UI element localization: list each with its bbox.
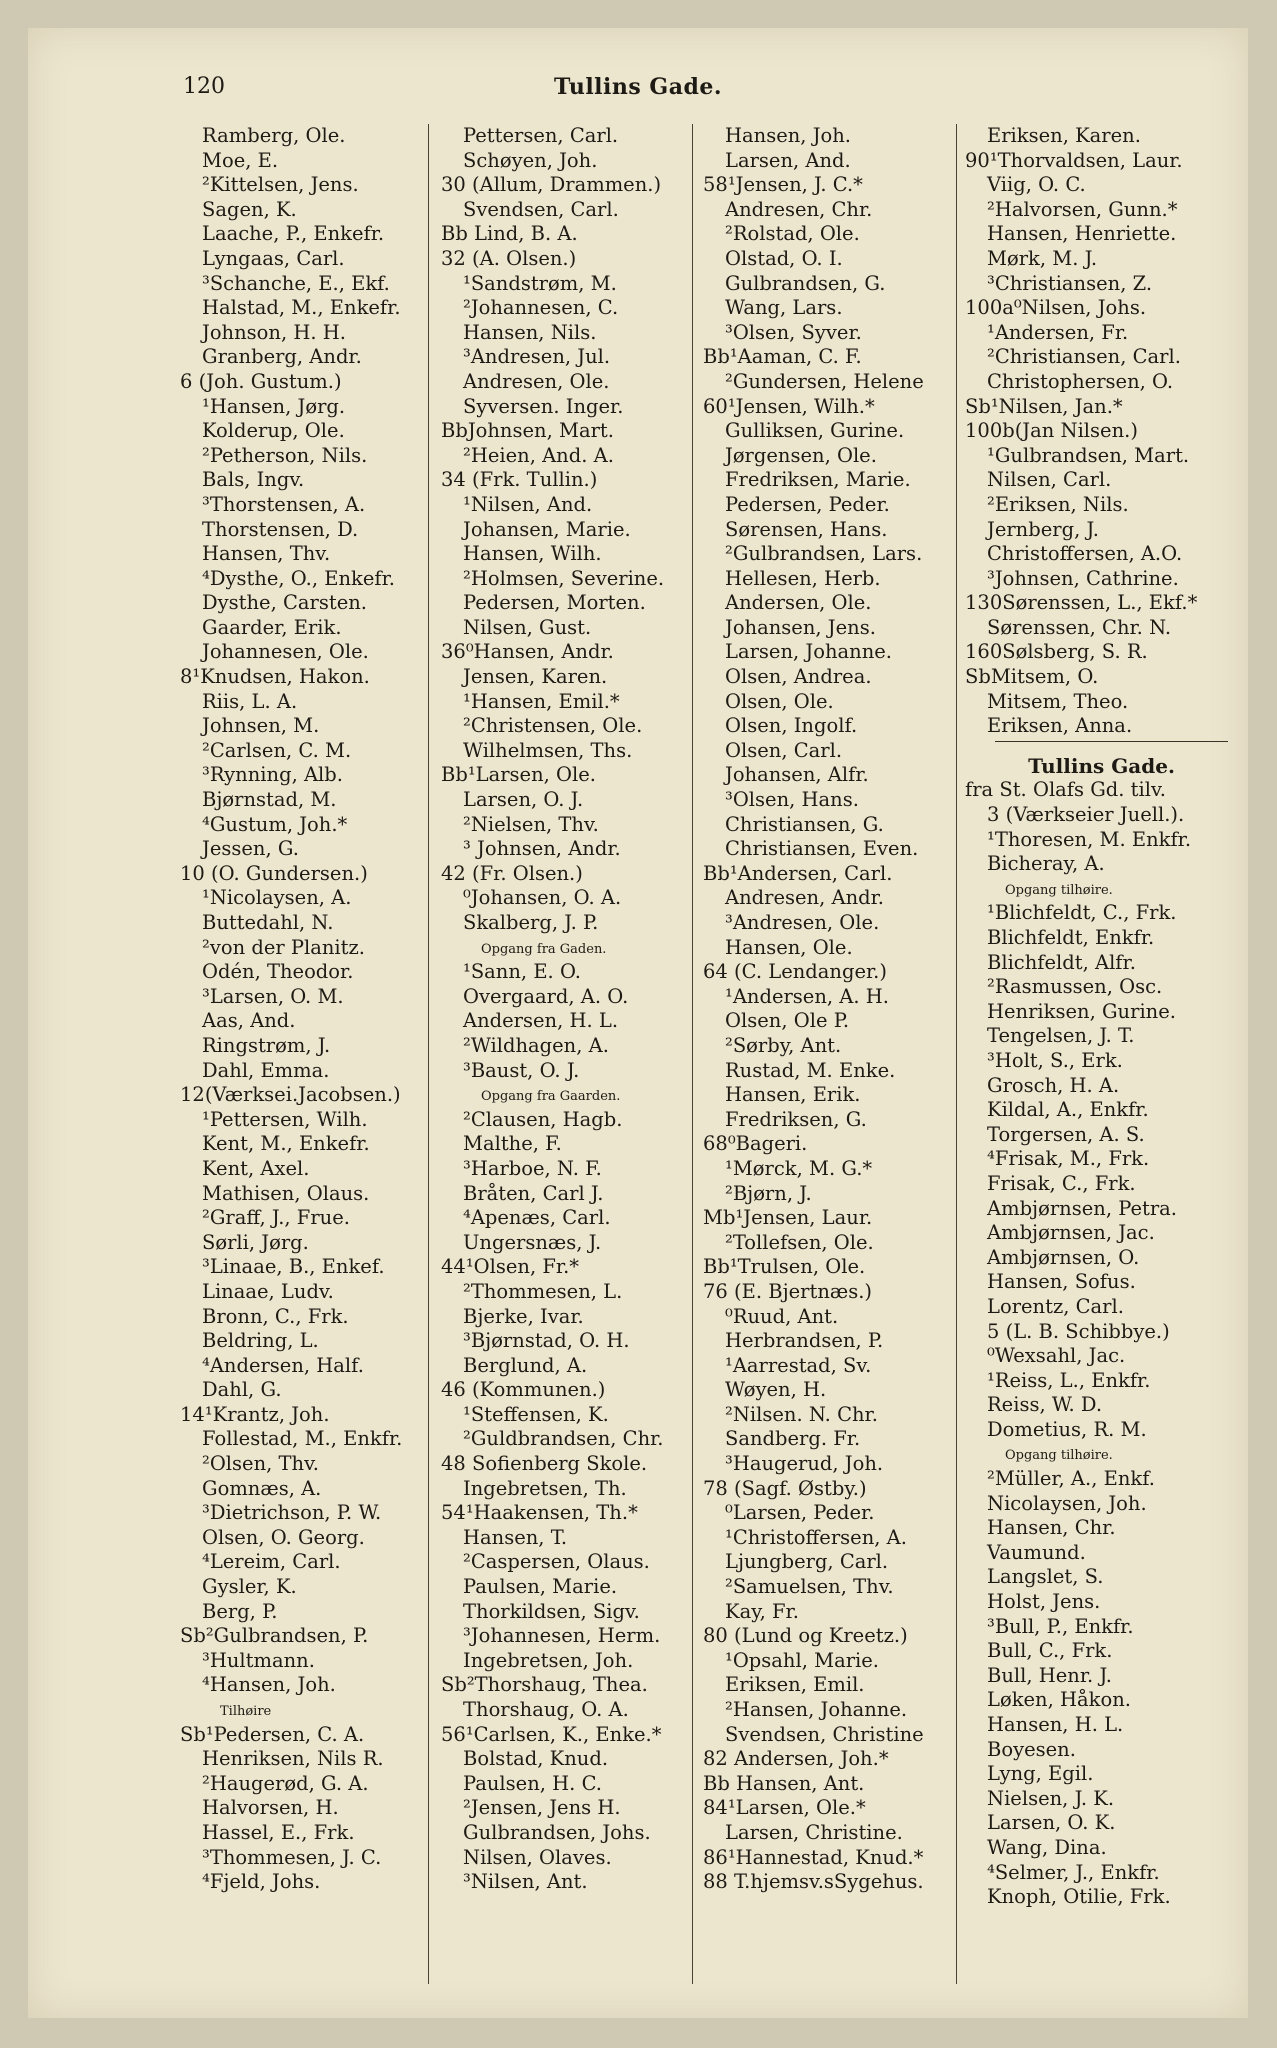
directory-entry: ⁰Johansen, O. A. (463, 886, 622, 910)
directory-entry: Thorstensen, D. (202, 517, 359, 541)
directory-entry: ³Andresen, Jul. (463, 345, 611, 369)
directory-entry: 36⁰Hansen, Andr. (441, 640, 614, 664)
directory-entry: Ljungberg, Carl. (725, 1550, 889, 1574)
directory-entry: Tengelsen, J. T. (987, 1024, 1135, 1048)
directory-entry: 44¹Olsen, Fr.* (441, 1255, 580, 1279)
directory-entry: ¹Nicolaysen, A. (202, 886, 352, 910)
directory-entry: 86¹Hannestad, Knud.* (703, 1845, 924, 1869)
directory-entry: Gomnæs, A. (202, 1476, 322, 1500)
directory-entry: Sagen, K. (202, 197, 297, 221)
directory-entry: ²Haugerød, G. A. (202, 1771, 369, 1795)
directory-entry: ¹Nilsen, And. (463, 492, 593, 516)
directory-entry: ²Caspersen, Olaus. (463, 1550, 650, 1574)
directory-entry: 12(Værksei.Jacobsen.) (180, 1083, 401, 1107)
directory-entry: Ingebretsen, Th. (463, 1476, 627, 1500)
directory-entry: Langslet, S. (987, 1565, 1104, 1589)
directory-entry: 60¹Jensen, Wilh.* (703, 394, 875, 418)
directory-entry: 64 (C. Lendanger.) (703, 960, 887, 984)
directory-entry: ²von der Planitz. (202, 935, 365, 959)
entrance-note: Opgang tilhøire. (1005, 1448, 1113, 1464)
directory-entry: Larsen, O. K. (987, 1811, 1116, 1835)
directory-entry: ²Halvorsen, Gunn.* (987, 197, 1178, 221)
directory-entry: 54¹Haakensen, Th.* (441, 1501, 638, 1525)
directory-entry: Herbrandsen, P. (725, 1329, 884, 1353)
directory-entry: Johansen, Marie. (463, 517, 631, 541)
directory-entry: Henriksen, Nils R. (202, 1747, 384, 1771)
directory-entry: Ringstrøm, J. (202, 1033, 331, 1057)
directory-entry: 100b(Jan Nilsen.) (965, 419, 1138, 443)
directory-entry: Nielsen, J. K. (987, 1786, 1115, 1810)
directory-entry: Viig, O. C. (987, 173, 1086, 197)
directory-entry: ³Hultmann. (202, 1648, 315, 1672)
directory-entry: ⁴Fjeld, Johs. (202, 1870, 321, 1894)
directory-entry: fra St. Olafs Gd. tilv. (965, 778, 1166, 802)
directory-entry: Hansen, Wilh. (463, 542, 602, 566)
directory-entry: ³Bull, P., Enkfr. (987, 1614, 1134, 1638)
directory-entry: 160Sølsberg, S. R. (965, 640, 1148, 664)
directory-entry: Ungersnæs, J. (463, 1230, 602, 1254)
directory-entry: Thorkildsen, Sigv. (463, 1599, 640, 1623)
directory-columns (178, 124, 1238, 1984)
directory-entry: Henriksen, Gurine. (987, 999, 1176, 1023)
directory-entry: ³Thommesen, J. C. (202, 1845, 382, 1869)
directory-entry: Ramberg, Ole. (202, 124, 346, 147)
directory-entry: Eriksen, Emil. (725, 1673, 865, 1697)
directory-entry: Blichfeldt, Alfr. (987, 950, 1136, 974)
directory-entry: Mitsem, Theo. (987, 689, 1129, 713)
directory-entry: 32 (A. Olsen.) (441, 246, 577, 270)
directory-entry: ³Linaae, B., Enkef. (202, 1255, 385, 1279)
directory-entry: Kent, Axel. (202, 1156, 310, 1180)
directory-entry: ²Clausen, Hagb. (463, 1107, 623, 1131)
column-1 (178, 124, 428, 1984)
directory-entry: Lorentz, Carl. (987, 1294, 1124, 1318)
directory-entry: ²Thommesen, L. (463, 1279, 623, 1303)
directory-entry: Odén, Theodor. (202, 960, 354, 984)
directory-entry: Laache, P., Enkefr. (202, 222, 385, 246)
directory-entry: Sb²Thorshaug, Thea. (441, 1673, 648, 1697)
directory-entry: Fredriksen, G. (725, 1107, 867, 1131)
directory-entry: Granberg, Andr. (202, 345, 362, 369)
directory-entry: ²Samuelsen, Thv. (725, 1575, 894, 1599)
directory-entry: Jørgensen, Ole. (725, 443, 877, 467)
directory-entry: ²Johannesen, C. (463, 296, 619, 320)
directory-entry: Frisak, C., Frk. (987, 1171, 1136, 1195)
directory-entry: Johansen, Jens. (725, 615, 876, 639)
directory-entry: 34 (Frk. Tullin.) (441, 468, 598, 492)
directory-entry: Nilsen, Gust. (463, 615, 592, 639)
directory-entry: Pedersen, Morten. (463, 591, 646, 615)
directory-entry: Larsen, O. J. (463, 788, 584, 812)
directory-entry: Hassel, E., Frk. (202, 1820, 355, 1844)
directory-entry: Hansen, Erik. (725, 1083, 861, 1107)
directory-entry: Hansen, Henriette. (987, 222, 1177, 246)
directory-entry: Andersen, H. L. (463, 1009, 619, 1033)
page-header (28, 74, 1248, 104)
directory-entry: ³Johnsen, Cathrine. (987, 566, 1179, 590)
directory-entry: Hansen, Sofus. (987, 1270, 1136, 1294)
directory-entry: Gulliksen, Gurine. (725, 419, 905, 443)
directory-entry: Olsen, O. Georg. (202, 1525, 365, 1549)
directory-entry: Skalberg, J. P. (463, 911, 599, 934)
directory-entry: ²Müller, A., Enkf. (987, 1467, 1155, 1491)
directory-entry: ¹Christoffersen, A. (725, 1525, 907, 1549)
directory-entry: ¹Steffensen, K. (463, 1402, 609, 1426)
directory-entry: 100a⁰Nilsen, Johs. (965, 296, 1147, 320)
directory-entry: SbMitsem, O. (965, 665, 1099, 689)
directory-entry: ³Larsen, O. M. (202, 984, 344, 1008)
directory-entry: Bicheray, A. (987, 852, 1105, 876)
directory-entry: Johnsen, M. (202, 714, 320, 738)
directory-entry: ⁴Hansen, Joh. (202, 1673, 336, 1697)
section-divider (995, 741, 1228, 754)
directory-entry: Schøyen, Joh. (463, 148, 598, 172)
directory-entry: ²Carlsen, C. M. (202, 738, 352, 762)
directory-entry: Løken, Håkon. (987, 1688, 1131, 1712)
directory-entry: ³Olsen, Hans. (725, 788, 859, 812)
directory-entry: ⁰Ruud, Ant. (725, 1304, 839, 1328)
directory-entry: 56¹Carlsen, K., Enke.* (441, 1722, 662, 1746)
entrance-note: Opgang fra Gaarden. (481, 1089, 621, 1105)
directory-entry: Johnson, H. H. (202, 320, 346, 344)
directory-entry: ²Gulbrandsen, Lars. (725, 542, 923, 566)
directory-entry: 84¹Larsen, Ole.* (703, 1796, 866, 1820)
directory-entry: Syversen. Inger. (463, 394, 624, 418)
directory-entry: ³Christiansen, Z. (987, 271, 1153, 295)
directory-entry: Vaumund. (987, 1540, 1086, 1564)
directory-entry: Jensen, Karen. (463, 665, 608, 689)
directory-entry: 3 (Værkseier Juell.). (987, 803, 1185, 827)
directory-entry: Sb²Gulbrandsen, P. (180, 1624, 369, 1648)
directory-entry: Holst, Jens. (987, 1590, 1101, 1614)
directory-entry: Paulsen, H. C. (463, 1771, 602, 1795)
directory-entry: Blichfeldt, Enkfr. (987, 926, 1155, 949)
directory-entry: Hansen, Chr. (987, 1516, 1116, 1540)
directory-entry: Halstad, M., Enkefr. (202, 296, 401, 320)
directory-entry: ⁴Gustum, Joh.* (202, 812, 348, 836)
directory-entry: ⁴Lereim, Carl. (202, 1550, 341, 1574)
directory-entry: Kildal, A., Enkfr. (987, 1098, 1149, 1122)
directory-entry: Moe, E. (202, 148, 279, 172)
directory-entry: ²Heien, And. A. (463, 443, 614, 467)
directory-entry: ²Petherson, Nils. (202, 443, 368, 467)
directory-entry: Reiss, W. D. (987, 1393, 1103, 1417)
directory-entry: ¹Mørck, M. G.* (725, 1156, 873, 1180)
entrance-note: Opgang fra Gaden. (481, 941, 607, 957)
directory-entry: ¹Sann, E. O. (463, 960, 581, 984)
directory-entry: Kay, Fr. (725, 1599, 799, 1623)
directory-entry: Gaarder, Erik. (202, 615, 342, 639)
directory-entry: 82 Andersen, Joh.* (703, 1747, 889, 1771)
directory-entry: 5 (L. B. Schibbye.) (987, 1319, 1170, 1343)
directory-entry: Wøyen, H. (725, 1378, 827, 1402)
directory-entry: Rustad, M. Enke. (725, 1058, 896, 1082)
directory-entry: Wilhelmsen, Ths. (463, 738, 633, 762)
directory-entry: Follestad, M., Enkfr. (202, 1427, 403, 1451)
directory-entry: Bronn, C., Frk. (202, 1304, 349, 1328)
directory-entry: ¹Pettersen, Wilh. (202, 1107, 368, 1131)
directory-entry: ³Nilsen, Ant. (463, 1870, 588, 1894)
directory-entry: Bb¹Trulsen, Ole. (703, 1255, 866, 1279)
directory-entry: ³Schanche, E., Ekf. (202, 271, 390, 295)
directory-entry: ²Hansen, Johanne. (725, 1698, 908, 1721)
directory-page (28, 28, 1248, 2018)
directory-entry: Olsen, Carl. (725, 738, 843, 762)
directory-entry: ²Tollefsen, Ole. (725, 1230, 874, 1254)
column-3 (692, 124, 956, 1984)
directory-entry: ²Eriksen, Nils. (987, 492, 1129, 516)
directory-entry: ²Wildhagen, A. (463, 1033, 609, 1057)
directory-entry: 88 T.hjemsv.sSygehus. (703, 1870, 924, 1894)
directory-entry: 8¹Knudsen, Hakon. (180, 665, 370, 689)
directory-entry: Olsen, Andrea. (725, 665, 872, 689)
directory-entry: Pettersen, Carl. (463, 124, 619, 147)
directory-entry: Bjørnstad, M. (202, 788, 337, 812)
directory-entry: Christophersen, O. (987, 369, 1174, 393)
directory-entry: Larsen, Christine. (725, 1820, 903, 1844)
directory-entry: ³Dietrichson, P. W. (202, 1501, 382, 1525)
directory-entry: ³Holt, S., Erk. (987, 1048, 1123, 1072)
directory-entry: 80 (Lund og Kreetz.) (703, 1624, 908, 1648)
directory-entry: ³Harboe, N. F. (463, 1156, 602, 1180)
directory-entry: 42 (Fr. Olsen.) (441, 861, 583, 885)
directory-entry: 14¹Krantz, Joh. (180, 1402, 330, 1426)
directory-entry: Overgaard, A. O. (463, 984, 629, 1008)
directory-entry: Andresen, Chr. (725, 197, 873, 221)
directory-entry: Nicolaysen, Joh. (987, 1491, 1147, 1515)
directory-entry: Thorshaug, O. A. (463, 1698, 629, 1721)
directory-entry: ³Bjørnstad, O. H. (463, 1329, 630, 1353)
directory-entry: Sørenssen, Chr. N. (987, 615, 1172, 639)
directory-entry: ²Sørby, Ant. (725, 1033, 842, 1057)
directory-entry: Lyngaas, Carl. (202, 246, 345, 270)
directory-entry: ¹Blichfeldt, C., Frk. (987, 901, 1177, 925)
directory-entry: ¹Hansen, Jørg. (202, 394, 346, 418)
directory-entry: Olsen, Ole. (725, 689, 834, 713)
page-title: Tullins Gade. (553, 74, 723, 100)
directory-entry: Larsen, And. (725, 148, 851, 172)
directory-entry: Bull, Henr. J. (987, 1663, 1112, 1687)
directory-entry: 90¹Thorvaldsen, Laur. (965, 148, 1183, 172)
directory-entry: ¹Hansen, Emil.* (463, 689, 620, 713)
directory-entry: Riis, L. A. (202, 689, 298, 713)
directory-entry: ²Holmsen, Severine. (463, 566, 665, 590)
directory-entry: ⁴Apenæs, Carl. (463, 1206, 611, 1230)
directory-entry: Wang, Dina. (987, 1835, 1107, 1859)
directory-entry: ²Gundersen, Helene (725, 369, 924, 393)
column-2 (428, 124, 692, 1984)
directory-entry: 76 (E. Bjertnæs.) (703, 1279, 873, 1303)
directory-entry: Ambjørnsen, Petra. (987, 1196, 1177, 1220)
directory-entry: Ingebretsen, Joh. (463, 1648, 634, 1672)
entrance-note: Tilhøire (220, 1704, 272, 1719)
directory-entry: Andresen, Ole. (463, 369, 610, 393)
directory-entry: Svendsen, Carl. (463, 197, 619, 221)
directory-entry: Christiansen, Even. (725, 837, 919, 861)
directory-entry: ²Guldbrandsen, Chr. (463, 1427, 664, 1451)
directory-entry: Beldring, L. (202, 1329, 319, 1353)
directory-entry: Dahl, G. (202, 1378, 282, 1402)
directory-entry: ²Rolstad, Ole. (725, 222, 860, 246)
directory-entry: Knoph, Otilie, Frk. (987, 1885, 1171, 1909)
directory-entry: Bb Hansen, Ant. (703, 1771, 865, 1795)
directory-entry: Torgersen, A. S. (987, 1122, 1145, 1146)
directory-entry: Hansen, Thv. (202, 542, 331, 566)
directory-entry: Johansen, Alfr. (725, 763, 869, 787)
directory-entry: Paulsen, Marie. (463, 1575, 618, 1599)
directory-entry: ³Johannesen, Herm. (463, 1624, 661, 1648)
directory-entry: Grosch, H. A. (987, 1073, 1120, 1097)
directory-entry: Gysler, K. (202, 1575, 297, 1599)
directory-entry: Bb¹Aaman, C. F. (703, 345, 862, 369)
directory-entry: Kolderup, Ole. (202, 419, 345, 443)
directory-entry: Berglund, A. (463, 1353, 588, 1377)
directory-entry: Buttedahl, N. (202, 911, 334, 934)
page-number: 120 (183, 74, 225, 99)
directory-entry: Bals, Ingv. (202, 468, 305, 492)
directory-entry: Hansen, Ole. (725, 935, 853, 959)
directory-entry: Fredriksen, Marie. (725, 468, 911, 492)
entrance-note: Opgang tilhøire. (1005, 882, 1113, 898)
directory-entry: ²Bjørn, J. (725, 1181, 812, 1205)
directory-entry: Berg, P. (202, 1599, 278, 1623)
directory-entry: ⁴Frisak, M., Frk. (987, 1147, 1150, 1171)
directory-entry: Mørk, M. J. (987, 246, 1098, 270)
directory-entry: Bb Lind, B. A. (441, 222, 578, 246)
directory-entry: Eriksen, Karen. (987, 124, 1141, 147)
directory-entry: ¹Andersen, Fr. (987, 320, 1129, 344)
directory-entry: ²Christiansen, Carl. (987, 345, 1181, 369)
directory-entry: ¹Aarrestad, Sv. (725, 1353, 872, 1377)
directory-entry: ³Haugerud, Joh. (725, 1452, 884, 1476)
directory-entry: Johannesen, Ole. (202, 640, 369, 664)
directory-entry: Sb¹Pedersen, C. A. (180, 1722, 365, 1746)
directory-entry: Christiansen, G. (725, 812, 884, 836)
directory-entry: Halvorsen, H. (202, 1796, 339, 1820)
directory-entry: 48 Sofienberg Skole. (441, 1452, 648, 1476)
directory-entry: Gulbrandsen, G. (725, 271, 886, 295)
directory-entry: 46 (Kommunen.) (441, 1378, 606, 1402)
directory-entry: ³ Johnsen, Andr. (463, 837, 621, 861)
directory-entry: 30 (Allum, Drammen.) (441, 173, 662, 197)
directory-entry: 58¹Jensen, J. C.* (703, 173, 863, 197)
directory-entry: Linaae, Ludv. (202, 1279, 334, 1303)
directory-entry: Olsen, Ingolf. (725, 714, 858, 738)
directory-entry: ³Andresen, Ole. (725, 911, 880, 934)
directory-entry: Hansen, H. L. (987, 1713, 1124, 1736)
directory-entry: Bull, C., Frk. (987, 1639, 1113, 1663)
directory-entry: Nilsen, Olaves. (463, 1845, 612, 1869)
directory-entry: ¹Sandstrøm, M. (463, 271, 617, 295)
directory-entry: Larsen, Johanne. (725, 640, 892, 664)
directory-entry: ³Rynning, Alb. (202, 763, 343, 787)
directory-entry: Christoffersen, A.O. (987, 542, 1183, 566)
directory-entry: Olsen, Ole P. (725, 1009, 850, 1033)
directory-entry: Dometius, R. M. (987, 1417, 1147, 1441)
directory-entry: Ambjørnsen, O. (987, 1245, 1140, 1269)
directory-entry: ³Baust, O. J. (463, 1058, 580, 1082)
directory-entry: Sørensen, Hans. (725, 517, 888, 541)
directory-entry: ¹Gulbrandsen, Mart. (987, 443, 1190, 467)
directory-entry: ¹Reiss, L., Enkfr. (987, 1368, 1151, 1392)
directory-entry: Olstad, O. I. (725, 246, 843, 270)
directory-entry: ²Nilsen. N. Chr. (725, 1402, 878, 1426)
directory-entry: Eriksen, Anna. (987, 714, 1133, 738)
directory-entry: Aas, And. (202, 1009, 296, 1033)
directory-entry: Hansen, T. (463, 1525, 568, 1549)
directory-entry: Kent, M., Enkefr. (202, 1132, 370, 1156)
directory-entry: Sørli, Jørg. (202, 1230, 309, 1254)
directory-entry: ⁰Larsen, Peder. (725, 1501, 875, 1525)
directory-entry: Dahl, Emma. (202, 1058, 330, 1082)
directory-entry: Lyng, Egil. (987, 1762, 1094, 1786)
section-heading: Tullins Gade. (1028, 753, 1175, 778)
directory-entry: ³Thorstensen, A. (202, 492, 366, 516)
directory-entry: ²Jensen, Jens H. (463, 1796, 621, 1820)
directory-entry: ¹Thoresen, M. Enkfr. (987, 827, 1192, 851)
directory-entry: ²Christensen, Ole. (463, 714, 643, 738)
directory-entry: ³Olsen, Syver. (725, 320, 862, 344)
directory-entry: Wang, Lars. (725, 296, 843, 320)
directory-entry: ⁴Andersen, Half. (202, 1353, 364, 1377)
directory-entry: BbJohnsen, Mart. (441, 419, 614, 443)
directory-entry: Nilsen, Carl. (987, 468, 1112, 492)
directory-entry: ⁴Dysthe, O., Enkefr. (202, 566, 395, 590)
directory-entry: Mb¹Jensen, Laur. (703, 1206, 873, 1230)
directory-entry: 10 (O. Gundersen.) (180, 861, 368, 885)
directory-entry: Dysthe, Carsten. (202, 591, 367, 615)
directory-entry: Hellesen, Herb. (725, 566, 881, 590)
directory-entry: Gulbrandsen, Johs. (463, 1820, 651, 1844)
directory-entry: ²Graff, J., Frue. (202, 1206, 350, 1230)
directory-entry: Bolstad, Knud. (463, 1747, 609, 1771)
directory-entry: ²Rasmussen, Osc. (987, 975, 1163, 999)
directory-entry: Sb¹Nilsen, Jan.* (965, 394, 1123, 418)
directory-entry: Hansen, Nils. (463, 320, 597, 344)
directory-entry: Jernberg, J. (987, 517, 1099, 541)
directory-entry: Andresen, Andr. (725, 886, 884, 910)
directory-entry: Andersen, Ole. (725, 591, 872, 615)
directory-entry: ¹Opsahl, Marie. (725, 1648, 880, 1672)
directory-entry: ⁴Selmer, J., Enkfr. (987, 1860, 1160, 1884)
directory-entry: Svendsen, Christine (725, 1722, 924, 1746)
directory-entry: Ambjørnsen, Jac. (987, 1221, 1155, 1245)
directory-entry: Malthe, F. (463, 1132, 562, 1156)
directory-entry: Hansen, Joh. (725, 124, 852, 147)
directory-entry: 6 (Joh. Gustum.) (180, 369, 342, 393)
directory-entry: Jessen, G. (202, 837, 299, 861)
directory-entry: Bb¹Andersen, Carl. (703, 861, 893, 885)
directory-entry: Boyesen. (987, 1737, 1076, 1761)
directory-entry: Sandberg. Fr. (725, 1427, 861, 1451)
directory-entry: 130Sørenssen, L., Ekf.* (965, 591, 1198, 615)
directory-entry: 78 (Sagf. Østby.) (703, 1476, 867, 1500)
directory-entry: Pedersen, Peder. (725, 492, 890, 516)
directory-entry: Mathisen, Olaus. (202, 1181, 370, 1205)
directory-entry: Bråten, Carl J. (463, 1181, 604, 1205)
directory-entry: Bjerke, Ivar. (463, 1304, 584, 1328)
directory-entry: ¹Andersen, A. H. (725, 984, 889, 1008)
directory-entry: ⁰Wexsahl, Jac. (987, 1344, 1126, 1368)
column-4 (956, 124, 1238, 1984)
directory-entry: Bb¹Larsen, Ole. (441, 763, 596, 787)
directory-entry: ²Kittelsen, Jens. (202, 173, 359, 197)
directory-entry: ²Olsen, Thv. (202, 1452, 320, 1476)
directory-entry: 68⁰Bageri. (703, 1132, 808, 1156)
directory-entry: ²Nielsen, Thv. (463, 812, 599, 836)
